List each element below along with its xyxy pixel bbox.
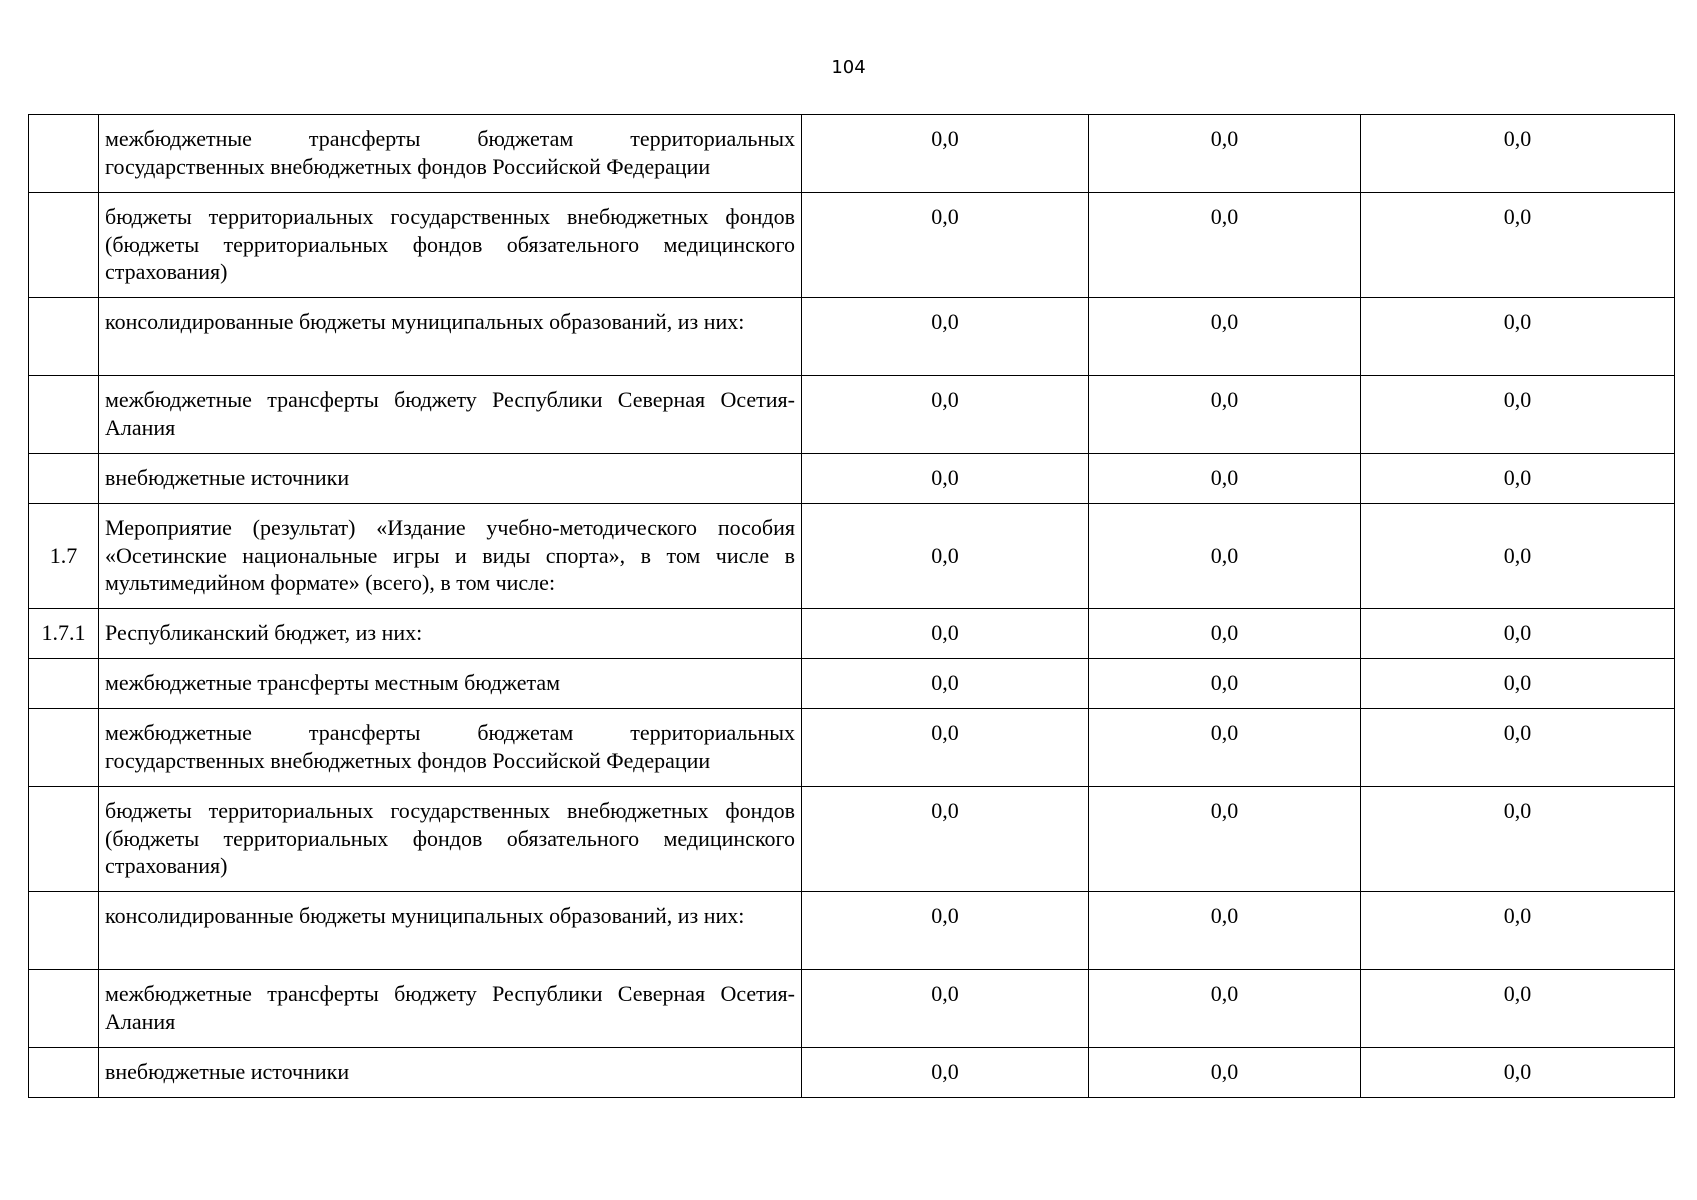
value-cell-col1: 0,0	[802, 970, 1089, 1048]
value-cell-col1: 0,0	[802, 454, 1089, 504]
row-description: Республиканский бюджет, из них:	[99, 609, 802, 659]
value-cell-col2: 0,0	[1089, 376, 1361, 454]
value-cell-col2: 0,0	[1089, 787, 1361, 892]
row-number	[29, 193, 99, 298]
value-cell-col3: 0,0	[1361, 193, 1675, 298]
value-cell-col2: 0,0	[1089, 193, 1361, 298]
value-cell-col2: 0,0	[1089, 298, 1361, 376]
row-number	[29, 454, 99, 504]
table-row	[29, 454, 1675, 504]
row-description: межбюджетные трансферты бюджету Республики Северная Осетия-Алания	[99, 970, 802, 1048]
table-row	[29, 193, 1675, 298]
value-cell-col2: 0,0	[1089, 659, 1361, 709]
value-cell-col3: 0,0	[1361, 970, 1675, 1048]
value-cell-col2: 0,0	[1089, 504, 1361, 609]
value-cell-col3: 0,0	[1361, 376, 1675, 454]
row-description: внебюджетные источники	[99, 1048, 802, 1098]
row-description: консолидированные бюджеты муниципальных образований, из них:	[99, 892, 802, 970]
value-cell-col2: 0,0	[1089, 454, 1361, 504]
value-cell-col3: 0,0	[1361, 787, 1675, 892]
table-row	[29, 659, 1675, 709]
value-cell-col1: 0,0	[802, 787, 1089, 892]
value-cell-col1: 0,0	[802, 1048, 1089, 1098]
row-number	[29, 892, 99, 970]
row-number	[29, 709, 99, 787]
value-cell-col3: 0,0	[1361, 659, 1675, 709]
row-description: межбюджетные трансферты местным бюджетам	[99, 659, 802, 709]
value-cell-col1: 0,0	[802, 659, 1089, 709]
value-cell-col1: 0,0	[802, 609, 1089, 659]
value-cell-col1: 0,0	[802, 193, 1089, 298]
value-cell-col1: 0,0	[802, 115, 1089, 193]
table-row	[29, 1048, 1675, 1098]
row-number	[29, 376, 99, 454]
table-row	[29, 376, 1675, 454]
value-cell-col3: 0,0	[1361, 454, 1675, 504]
value-cell-col2: 0,0	[1089, 115, 1361, 193]
value-cell-col3: 0,0	[1361, 298, 1675, 376]
row-description: бюджеты территориальных государственных внебюджетных фондов (бюджеты территориальных фондов обязательного медицинского страхования)	[99, 787, 802, 892]
row-number	[29, 659, 99, 709]
value-cell-col3: 0,0	[1361, 609, 1675, 659]
page-number: 104	[831, 57, 866, 78]
row-number	[29, 115, 99, 193]
value-cell-col1: 0,0	[802, 709, 1089, 787]
table-row	[29, 298, 1675, 376]
value-cell-col1: 0,0	[802, 298, 1089, 376]
row-number	[29, 787, 99, 892]
table-row	[29, 892, 1675, 970]
value-cell-col1: 0,0	[802, 504, 1089, 609]
value-cell-col1: 0,0	[802, 376, 1089, 454]
value-cell-col2: 0,0	[1089, 709, 1361, 787]
value-cell-col3: 0,0	[1361, 892, 1675, 970]
value-cell-col1: 0,0	[802, 892, 1089, 970]
row-description: межбюджетные трансферты бюджетам территориальных государственных внебюджетных фондов Российской Федерации	[99, 115, 802, 193]
value-cell-col3: 0,0	[1361, 115, 1675, 193]
row-description: бюджеты территориальных государственных внебюджетных фондов (бюджеты территориальных фондов обязательного медицинского страхования)	[99, 193, 802, 298]
row-number	[29, 298, 99, 376]
value-cell-col3: 0,0	[1361, 1048, 1675, 1098]
row-description: межбюджетные трансферты бюджетам территориальных государственных внебюджетных фондов Российской Федерации	[99, 709, 802, 787]
table-row	[29, 115, 1675, 193]
row-description: межбюджетные трансферты бюджету Республики Северная Осетия-Алания	[99, 376, 802, 454]
row-number: 1.7.1	[29, 609, 99, 659]
budget-table	[28, 114, 1675, 1098]
row-description: консолидированные бюджеты муниципальных образований, из них:	[99, 298, 802, 376]
table-row	[29, 504, 1675, 609]
table-row	[29, 970, 1675, 1048]
table-row	[29, 787, 1675, 892]
table-row	[29, 709, 1675, 787]
value-cell-col2: 0,0	[1089, 1048, 1361, 1098]
row-number: 1.7	[29, 504, 99, 609]
row-description: внебюджетные источники	[99, 454, 802, 504]
value-cell-col2: 0,0	[1089, 609, 1361, 659]
row-number	[29, 970, 99, 1048]
table-row	[29, 609, 1675, 659]
value-cell-col2: 0,0	[1089, 970, 1361, 1048]
value-cell-col3: 0,0	[1361, 504, 1675, 609]
row-number	[29, 1048, 99, 1098]
value-cell-col3: 0,0	[1361, 709, 1675, 787]
row-description: Мероприятие (результат) «Издание учебно-методического пособия «Осетинские национальные игры и виды спорта», в том числе в мультимедийном формате» (всего), в том числе:	[99, 504, 802, 609]
value-cell-col2: 0,0	[1089, 892, 1361, 970]
